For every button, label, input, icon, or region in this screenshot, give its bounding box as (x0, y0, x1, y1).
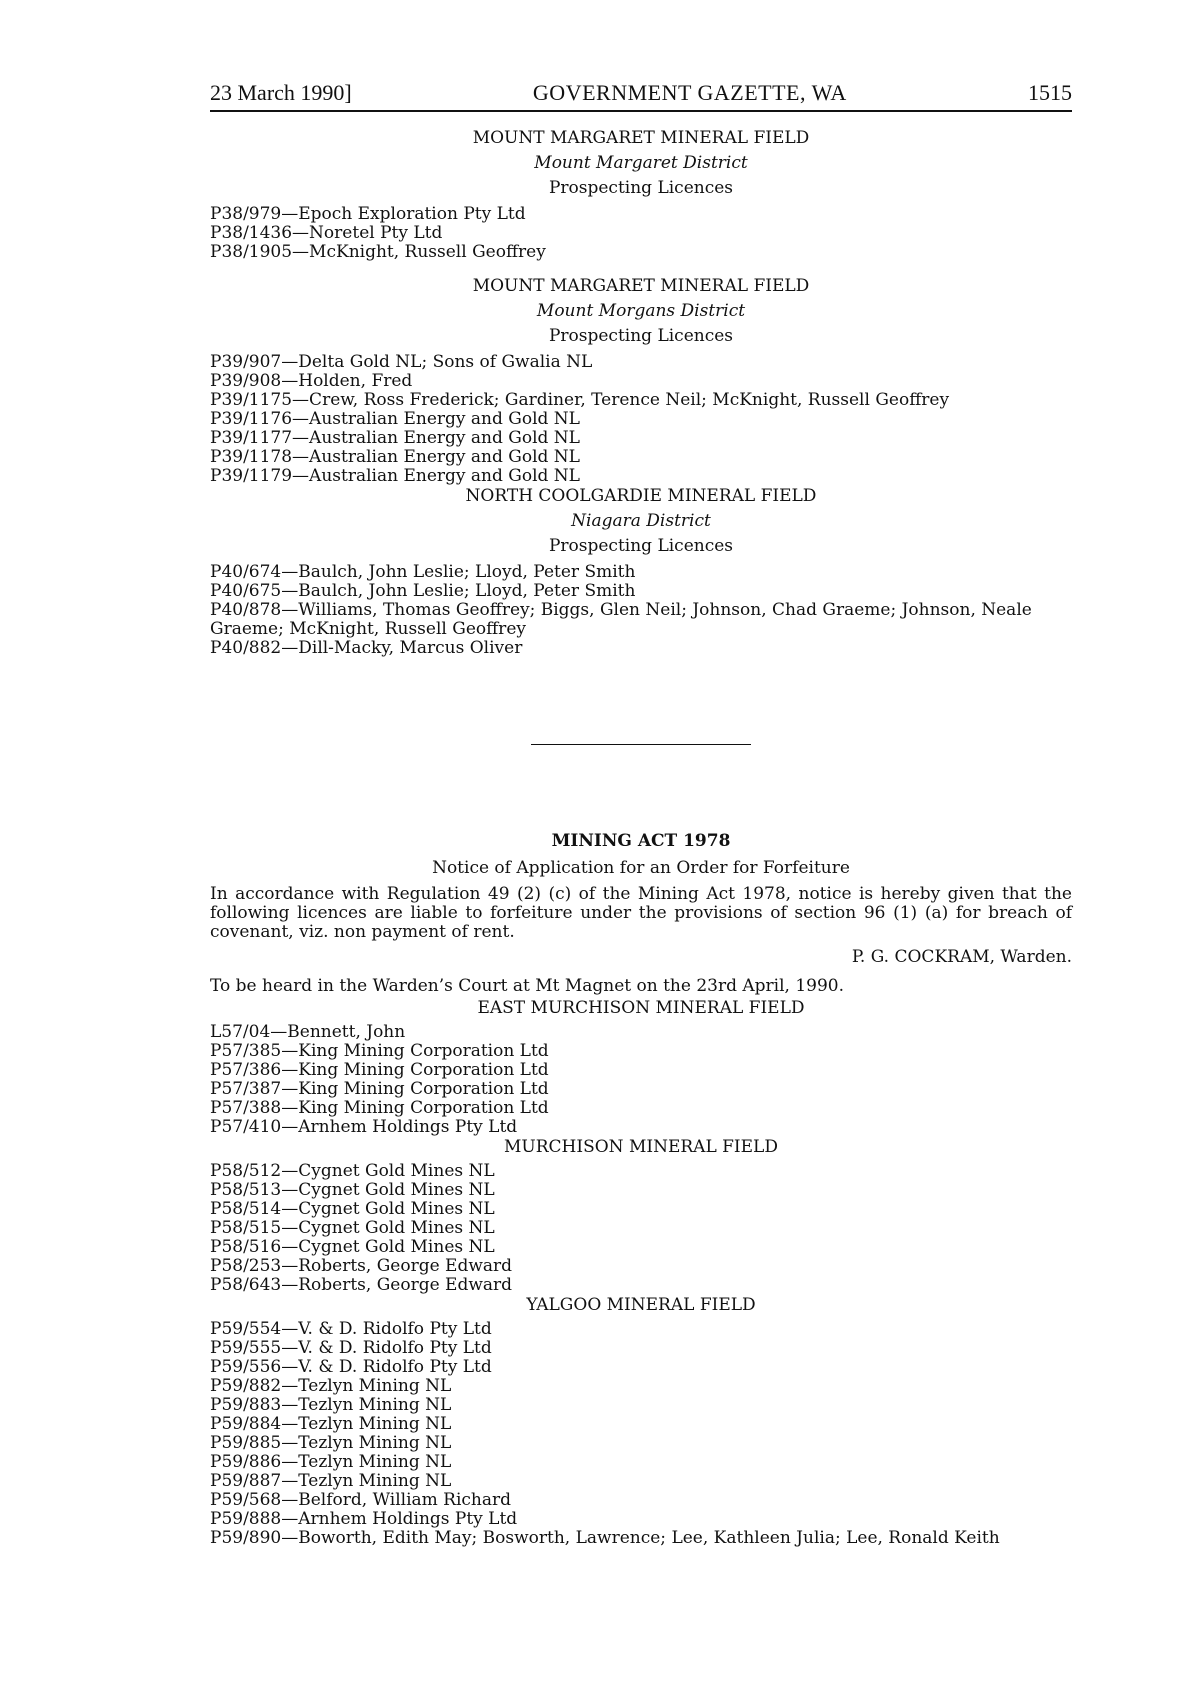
licence-type-heading: Prospecting Licences (548, 326, 734, 346)
district-heading: Niagara District (571, 511, 711, 531)
list-item: L57/04—Bennett, John (210, 1022, 406, 1042)
licence-list (210, 1162, 1072, 1295)
list-item: P59/888—Arnhem Holdings Pty Ltd (210, 1509, 518, 1529)
section-east-murchison (210, 998, 1072, 1137)
list-item: P38/1905—McKnight, Russell Geoffrey (210, 242, 546, 262)
list-item: P39/1176—Australian Energy and Gold NL (210, 409, 580, 429)
list-item: P58/253—Roberts, George Edward (210, 1256, 513, 1276)
list-item: P58/516—Cygnet Gold Mines NL (210, 1237, 495, 1257)
notice-body: In accordance with Regulation 49 (2) (c) of the Mining Act 1978, notice is hereby given that the following licences are liable to forfeiture under the provisions of section 96 (1) (a) for breach of covenant, viz. non payment of rent. (210, 884, 1072, 942)
list-item: P59/884—Tezlyn Mining NL (210, 1414, 452, 1434)
licence-type-heading: Prospecting Licences (548, 178, 734, 198)
licence-list (210, 205, 1072, 262)
section-mount-margaret-district (210, 128, 1072, 262)
list-item: P58/512—Cygnet Gold Mines NL (210, 1161, 495, 1181)
list-item: P58/513—Cygnet Gold Mines NL (210, 1180, 495, 1200)
field-heading: MOUNT MARGARET MINERAL FIELD (472, 128, 810, 148)
list-item: P40/878—Williams, Thomas Geoffrey; Biggs, Glen Neil; Johnson, Chad Graeme; Johnson, Neale Graeme; McKnight, Russell Geoffrey (210, 600, 1032, 639)
licence-list (210, 1023, 1072, 1137)
list-item: P58/643—Roberts, George Edward (210, 1275, 513, 1295)
field-heading: MURCHISON MINERAL FIELD (504, 1137, 778, 1157)
notice-subtitle: Notice of Application for an Order for Forfeiture (432, 858, 850, 878)
field-heading: EAST MURCHISON MINERAL FIELD (477, 998, 805, 1018)
list-item: P38/979—Epoch Exploration Pty Ltd (210, 204, 526, 224)
warden-signature: P. G. COCKRAM, Warden. (851, 947, 1072, 967)
section-divider (531, 744, 751, 745)
licence-type-heading: Prospecting Licences (548, 536, 734, 556)
forfeiture-notice (210, 831, 1072, 996)
list-item: P59/887—Tezlyn Mining NL (210, 1471, 452, 1491)
header-date: 23 March 1990] (210, 80, 352, 105)
gazette-page (210, 80, 1072, 1548)
list-item: P59/890—Boworth, Edith May; Bosworth, Lawrence; Lee, Kathleen Julia; Lee, Ronald Keith (210, 1528, 1000, 1548)
list-item: P39/1175—Crew, Ross Frederick; Gardiner, Terence Neil; McKnight, Russell Geoffrey (210, 390, 950, 410)
header-title: GOVERNMENT GAZETTE, WA (532, 80, 847, 105)
page-header (210, 80, 1072, 112)
list-item: P39/908—Holden, Fred (210, 371, 413, 391)
field-heading: YALGOO MINERAL FIELD (526, 1295, 756, 1315)
section-murchison (210, 1137, 1072, 1295)
district-heading: Mount Morgans District (536, 301, 746, 321)
list-item: P39/1178—Australian Energy and Gold NL (210, 447, 580, 467)
list-item: P57/388—King Mining Corporation Ltd (210, 1098, 549, 1118)
act-title: MINING ACT 1978 (551, 831, 731, 851)
list-item: P39/1177—Australian Energy and Gold NL (210, 428, 580, 448)
header-page-number: 1515 (1027, 80, 1072, 105)
list-item: P58/514—Cygnet Gold Mines NL (210, 1199, 495, 1219)
list-item: P59/555—V. & D. Ridolfo Pty Ltd (210, 1338, 492, 1358)
hearing-notice: To be heard in the Warden’s Court at Mt Magnet on the 23rd April, 1990. (210, 976, 845, 996)
list-item: P39/907—Delta Gold NL; Sons of Gwalia NL (210, 352, 593, 372)
list-item: P59/556—V. & D. Ridolfo Pty Ltd (210, 1357, 492, 1377)
list-item: P57/387—King Mining Corporation Ltd (210, 1079, 549, 1099)
list-item: P57/386—King Mining Corporation Ltd (210, 1060, 549, 1080)
field-heading: MOUNT MARGARET MINERAL FIELD (472, 276, 810, 296)
list-item: P59/554—V. & D. Ridolfo Pty Ltd (210, 1319, 492, 1339)
list-item: P40/674—Baulch, John Leslie; Lloyd, Peter Smith (210, 562, 636, 582)
list-item: P59/882—Tezlyn Mining NL (210, 1376, 452, 1396)
field-heading: NORTH COOLGARDIE MINERAL FIELD (465, 486, 817, 506)
licence-list (210, 1320, 1072, 1548)
section-yalgoo (210, 1295, 1072, 1548)
licence-list (210, 353, 1072, 486)
list-item: P38/1436—Noretel Pty Ltd (210, 223, 443, 243)
licence-list (210, 563, 1072, 658)
list-item: P59/885—Tezlyn Mining NL (210, 1433, 452, 1453)
list-item: P59/886—Tezlyn Mining NL (210, 1452, 452, 1472)
section-niagara-district (210, 486, 1072, 658)
list-item: P59/883—Tezlyn Mining NL (210, 1395, 452, 1415)
section-mount-morgans-district (210, 276, 1072, 486)
list-item: P40/675—Baulch, John Leslie; Lloyd, Peter Smith (210, 581, 636, 601)
list-item: P58/515—Cygnet Gold Mines NL (210, 1218, 495, 1238)
list-item: P39/1179—Australian Energy and Gold NL (210, 466, 580, 486)
list-item: P57/385—King Mining Corporation Ltd (210, 1041, 549, 1061)
list-item: P40/882—Dill-Macky, Marcus Oliver (210, 638, 523, 658)
list-item: P57/410—Arnhem Holdings Pty Ltd (210, 1117, 518, 1137)
list-item: P59/568—Belford, William Richard (210, 1490, 512, 1510)
district-heading: Mount Margaret District (534, 153, 748, 173)
